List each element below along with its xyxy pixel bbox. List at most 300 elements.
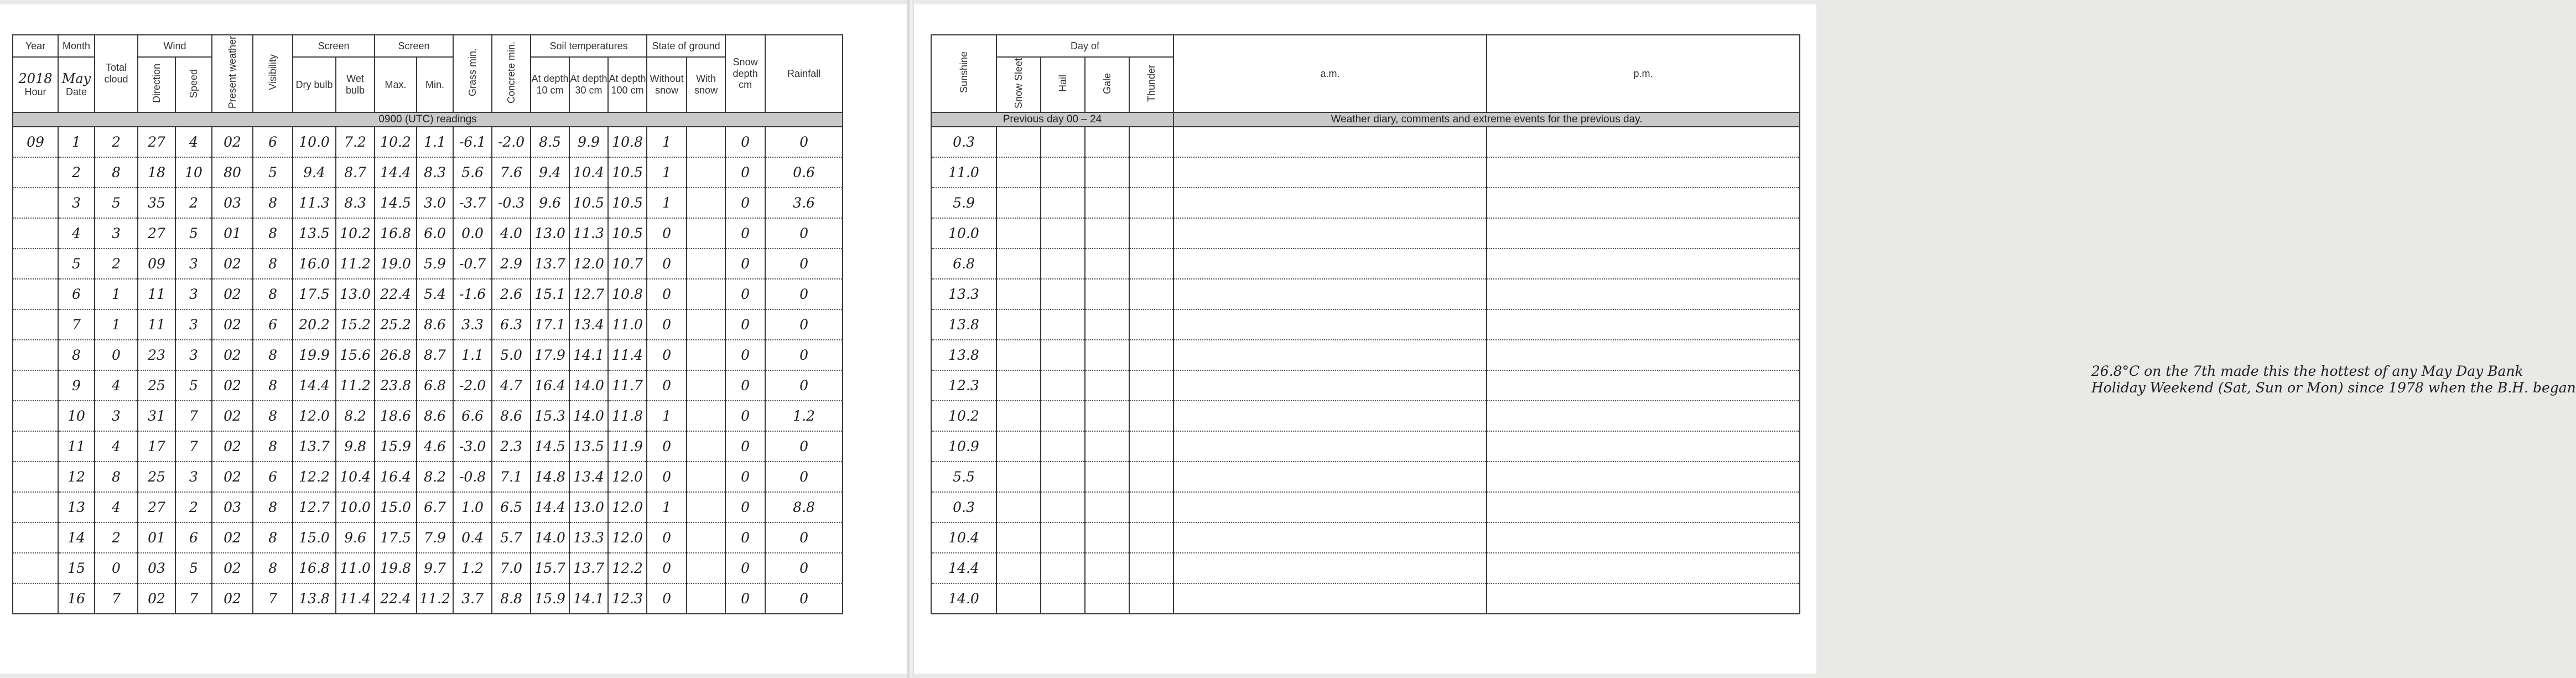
soil-10cm-cell: 9.4 <box>531 157 569 188</box>
soil-10cm-cell: 13.7 <box>531 249 569 279</box>
screen-max-cell: 14.4 <box>375 157 417 188</box>
total-cloud-cell: 2 <box>95 522 138 553</box>
dry-bulb-cell: 19.9 <box>293 340 336 370</box>
grass-min-cell: 1.2 <box>453 553 492 583</box>
visibility-cell: 8 <box>253 431 293 462</box>
thunder-cell <box>1129 279 1173 309</box>
thunder-cell <box>1129 431 1173 462</box>
table-row <box>13 583 843 614</box>
sunshine-cell: 14.4 <box>931 553 996 583</box>
wind-direction-cell: 31 <box>138 401 175 431</box>
snow-depth-cell: 0 <box>725 522 765 553</box>
snow-sleet-cell <box>996 127 1041 157</box>
sunshine-cell: 13.3 <box>931 279 996 309</box>
ground-without-snow-cell: 0 <box>647 583 687 614</box>
hail-label: Hail <box>1057 75 1068 92</box>
left-page <box>0 4 907 674</box>
wind-speed-cell: 6 <box>175 522 212 553</box>
visibility-cell: 6 <box>253 462 293 492</box>
snow-sleet-cell <box>996 370 1041 401</box>
sunshine-cell: 0.3 <box>931 127 996 157</box>
total-cloud-header: Total cloud <box>95 35 138 112</box>
present-weather-header <box>212 35 253 112</box>
wind-speed-cell: 7 <box>175 401 212 431</box>
present-weather-cell: 02 <box>212 279 253 309</box>
table-row <box>931 522 1800 553</box>
table-row <box>13 522 843 553</box>
wet-bulb-cell: 10.0 <box>336 492 375 522</box>
soil-100cm-cell: 10.7 <box>608 249 647 279</box>
ground-with-snow-cell <box>687 522 725 553</box>
dry-bulb-cell: 14.4 <box>293 370 336 401</box>
screen-header-1: Screen <box>293 35 375 57</box>
pm-diary-cell <box>1487 157 1800 188</box>
am-header: a.m. <box>1173 35 1487 112</box>
total-cloud-cell: 8 <box>95 462 138 492</box>
thunder-cell <box>1129 583 1173 614</box>
present-weather-cell: 02 <box>212 340 253 370</box>
gale-label: Gale <box>1101 73 1113 94</box>
soil-100cm-cell: 12.0 <box>608 522 647 553</box>
pm-diary-cell <box>1487 340 1800 370</box>
present-weather-cell: 02 <box>212 431 253 462</box>
snow-sleet-cell <box>996 188 1041 218</box>
wind-speed-cell: 10 <box>175 157 212 188</box>
hail-cell <box>1041 340 1085 370</box>
total-cloud-cell: 5 <box>95 188 138 218</box>
thunder-cell <box>1129 157 1173 188</box>
visibility-header <box>253 35 293 112</box>
hail-cell <box>1041 583 1085 614</box>
total-cloud-cell: 4 <box>95 492 138 522</box>
ground-without-snow-cell: 1 <box>647 157 687 188</box>
sunshine-cell: 5.9 <box>931 188 996 218</box>
wet-bulb-cell: 7.2 <box>336 127 375 157</box>
year-value: 2018 <box>18 70 53 86</box>
ground-without-snow-cell: 1 <box>647 188 687 218</box>
soil-100cm-cell: 10.8 <box>608 127 647 157</box>
ground-without-snow-cell: 0 <box>647 309 687 340</box>
wet-bulb-cell: 15.2 <box>336 309 375 340</box>
ground-with-snow-cell <box>687 309 725 340</box>
table-row <box>13 157 843 188</box>
gale-cell <box>1085 553 1129 583</box>
hail-cell <box>1041 127 1085 157</box>
gale-cell <box>1085 583 1129 614</box>
screen-min-cell: 7.9 <box>417 522 453 553</box>
am-diary-cell <box>1173 431 1487 462</box>
am-diary-cell <box>1173 309 1487 340</box>
screen-max-cell: 15.9 <box>375 431 417 462</box>
concrete-min-label: Concrete min. <box>505 41 517 103</box>
sunshine-cell: 10.0 <box>931 218 996 249</box>
am-diary-cell <box>1173 583 1487 614</box>
date-cell: 1 <box>58 127 95 157</box>
hour-cell <box>13 492 58 522</box>
snow-sleet-cell <box>996 431 1041 462</box>
ground-without-snow-cell: 0 <box>647 462 687 492</box>
table-row <box>13 249 843 279</box>
snow-depth-header: Snow depth cm <box>725 35 765 112</box>
ground-with-snow-cell <box>687 431 725 462</box>
wind-direction-cell: 03 <box>138 553 175 583</box>
am-diary-cell <box>1173 279 1487 309</box>
soil-30cm-cell: 9.9 <box>569 127 608 157</box>
concrete-min-cell: 2.3 <box>492 431 531 462</box>
snow-depth-cell: 0 <box>725 309 765 340</box>
table-row <box>931 462 1800 492</box>
ground-without-snow-cell: 0 <box>647 340 687 370</box>
soil-100cm-header: At depth 100 cm <box>608 57 647 112</box>
date-cell: 15 <box>58 553 95 583</box>
rainfall-cell: 0 <box>765 127 843 157</box>
thunder-cell <box>1129 309 1173 340</box>
date-cell: 8 <box>58 340 95 370</box>
hail-cell <box>1041 249 1085 279</box>
snow-depth-cell: 0 <box>725 188 765 218</box>
hour-cell <box>13 553 58 583</box>
present-weather-cell: 02 <box>212 370 253 401</box>
table-row <box>931 553 1800 583</box>
wind-speed-cell: 5 <box>175 370 212 401</box>
soil-30cm-cell: 13.5 <box>569 431 608 462</box>
screen-min-cell: 8.2 <box>417 462 453 492</box>
hour-cell <box>13 431 58 462</box>
screen-header-2: Screen <box>375 35 453 57</box>
wet-bulb-cell: 11.2 <box>336 249 375 279</box>
wind-speed-cell: 5 <box>175 553 212 583</box>
diary-note: 26.8°C on the 7th made this the hottest of any May Day Bank Holiday Weekend (Sat, Sun or Mon) since 1978 when the B.H. began <box>2091 363 2576 396</box>
am-diary-cell <box>1173 370 1487 401</box>
soil-10cm-cell: 14.4 <box>531 492 569 522</box>
rainfall-cell: 0 <box>765 218 843 249</box>
total-cloud-cell: 1 <box>95 309 138 340</box>
table-row <box>13 218 843 249</box>
snow-depth-cell: 0 <box>725 370 765 401</box>
soil-30cm-cell: 13.7 <box>569 553 608 583</box>
date-cell: 4 <box>58 218 95 249</box>
pm-diary-cell <box>1487 492 1800 522</box>
screen-max-cell: 15.0 <box>375 492 417 522</box>
grass-min-cell: -3.0 <box>453 431 492 462</box>
soil-10cm-cell: 15.9 <box>531 583 569 614</box>
screen-max-cell: 16.8 <box>375 218 417 249</box>
thunder-cell <box>1129 188 1173 218</box>
wind-header: Wind <box>138 35 212 57</box>
diary-table <box>931 34 1800 614</box>
thunder-cell <box>1129 522 1173 553</box>
rainfall-cell: 8.8 <box>765 492 843 522</box>
wind-speed-cell: 4 <box>175 127 212 157</box>
total-cloud-cell: 4 <box>95 370 138 401</box>
snow-sleet-cell <box>996 279 1041 309</box>
ground-with-snow-cell <box>687 157 725 188</box>
wind-direction-cell: 17 <box>138 431 175 462</box>
grass-min-cell: -0.7 <box>453 249 492 279</box>
hail-cell <box>1041 431 1085 462</box>
wet-bulb-cell: 15.6 <box>336 340 375 370</box>
grass-min-label: Grass min. <box>466 48 478 97</box>
speed-label: Speed <box>188 69 199 98</box>
snow-sleet-cell <box>996 249 1041 279</box>
concrete-min-cell: -0.3 <box>492 188 531 218</box>
thunder-cell <box>1129 462 1173 492</box>
grass-min-cell: 1.1 <box>453 340 492 370</box>
total-cloud-cell: 2 <box>95 127 138 157</box>
wind-speed-cell: 7 <box>175 431 212 462</box>
screen-max-cell: 26.8 <box>375 340 417 370</box>
hour-cell <box>13 218 58 249</box>
table-row <box>931 340 1800 370</box>
with-snow-header: With snow <box>687 57 725 112</box>
present-weather-label: Present weather <box>226 36 238 109</box>
hour-cell <box>13 370 58 401</box>
wind-direction-cell: 27 <box>138 127 175 157</box>
concrete-min-cell: 7.0 <box>492 553 531 583</box>
pm-diary-cell <box>1487 218 1800 249</box>
screen-min-cell: 6.7 <box>417 492 453 522</box>
wind-direction-cell: 27 <box>138 492 175 522</box>
snow-sleet-cell <box>996 553 1041 583</box>
table-row <box>13 370 843 401</box>
soil-100cm-cell: 12.0 <box>608 462 647 492</box>
grass-min-cell: 6.6 <box>453 401 492 431</box>
grass-min-cell: -3.7 <box>453 188 492 218</box>
rainfall-cell: 0 <box>765 249 843 279</box>
gale-cell <box>1085 188 1129 218</box>
thunder-cell <box>1129 401 1173 431</box>
hail-cell <box>1041 492 1085 522</box>
wind-speed-cell: 3 <box>175 309 212 340</box>
soil-10cm-cell: 8.5 <box>531 127 569 157</box>
snow-depth-cell: 0 <box>725 340 765 370</box>
pm-diary-cell <box>1487 401 1800 431</box>
screen-min-cell: 1.1 <box>417 127 453 157</box>
sunshine-label: Sunshine <box>958 51 969 94</box>
table-row <box>931 127 1800 157</box>
am-diary-cell <box>1173 157 1487 188</box>
snow-depth-cell: 0 <box>725 279 765 309</box>
soil-10cm-cell: 9.6 <box>531 188 569 218</box>
screen-min-cell: 8.6 <box>417 401 453 431</box>
thunder-label: Thunder <box>1145 65 1157 102</box>
dry-bulb-cell: 17.5 <box>293 279 336 309</box>
snow-sleet-cell <box>996 340 1041 370</box>
thunder-header <box>1129 57 1173 112</box>
dry-bulb-cell: 13.5 <box>293 218 336 249</box>
screen-min-cell: 8.7 <box>417 340 453 370</box>
dry-bulb-cell: 20.2 <box>293 309 336 340</box>
direction-header <box>138 57 175 112</box>
concrete-min-cell: 5.0 <box>492 340 531 370</box>
date-cell: 11 <box>58 431 95 462</box>
pm-diary-cell <box>1487 249 1800 279</box>
total-cloud-cell: 4 <box>95 431 138 462</box>
pm-diary-cell <box>1487 553 1800 583</box>
hour-cell <box>13 583 58 614</box>
pm-diary-cell <box>1487 127 1800 157</box>
total-cloud-cell: 3 <box>95 218 138 249</box>
table-row <box>13 279 843 309</box>
soil-30cm-cell: 13.4 <box>569 462 608 492</box>
sunshine-cell: 11.0 <box>931 157 996 188</box>
soil-10cm-cell: 13.0 <box>531 218 569 249</box>
month-date-cell <box>58 57 95 112</box>
soil-10cm-cell: 17.1 <box>531 309 569 340</box>
total-cloud-cell: 1 <box>95 279 138 309</box>
snow-depth-cell: 0 <box>725 218 765 249</box>
rainfall-cell: 0 <box>765 583 843 614</box>
date-cell: 2 <box>58 157 95 188</box>
pm-diary-cell <box>1487 370 1800 401</box>
pm-diary-cell <box>1487 431 1800 462</box>
screen-min-cell: 5.4 <box>417 279 453 309</box>
present-weather-cell: 03 <box>212 492 253 522</box>
hail-cell <box>1041 401 1085 431</box>
ground-without-snow-cell: 0 <box>647 522 687 553</box>
thunder-cell <box>1129 553 1173 583</box>
snow-sleet-cell <box>996 583 1041 614</box>
table-row <box>13 188 843 218</box>
pm-diary-cell <box>1487 188 1800 218</box>
screen-min-cell: 9.7 <box>417 553 453 583</box>
hour-cell <box>13 462 58 492</box>
total-cloud-cell: 3 <box>95 401 138 431</box>
snow-sleet-cell <box>996 462 1041 492</box>
am-diary-cell <box>1173 401 1487 431</box>
am-diary-cell <box>1173 127 1487 157</box>
ground-with-snow-cell <box>687 127 725 157</box>
gale-cell <box>1085 522 1129 553</box>
sunshine-cell: 13.8 <box>931 340 996 370</box>
screen-max-cell: 14.5 <box>375 188 417 218</box>
soil-10cm-cell: 15.3 <box>531 401 569 431</box>
dry-bulb-cell: 12.0 <box>293 401 336 431</box>
soil-10cm-cell: 15.7 <box>531 553 569 583</box>
hail-cell <box>1041 553 1085 583</box>
present-weather-cell: 02 <box>212 583 253 614</box>
wind-direction-cell: 35 <box>138 188 175 218</box>
sunshine-cell: 10.4 <box>931 522 996 553</box>
pm-diary-cell <box>1487 462 1800 492</box>
rainfall-cell: 0.6 <box>765 157 843 188</box>
visibility-cell: 7 <box>253 583 293 614</box>
month-header: Month <box>58 35 95 57</box>
visibility-cell: 6 <box>253 309 293 340</box>
wind-speed-cell: 3 <box>175 249 212 279</box>
screen-max-cell: 18.6 <box>375 401 417 431</box>
snow-depth-cell: 0 <box>725 127 765 157</box>
soil-100cm-cell: 12.3 <box>608 583 647 614</box>
soil-10cm-header: At depth 10 cm <box>531 57 569 112</box>
date-cell: 9 <box>58 370 95 401</box>
hail-header <box>1041 57 1085 112</box>
date-cell: 5 <box>58 249 95 279</box>
soil-30cm-cell: 12.7 <box>569 279 608 309</box>
soil-30cm-cell: 12.0 <box>569 249 608 279</box>
snow-sleet-cell <box>996 157 1041 188</box>
visibility-cell: 8 <box>253 218 293 249</box>
screen-min-cell: 8.3 <box>417 157 453 188</box>
screen-min-cell: 3.0 <box>417 188 453 218</box>
wind-direction-cell: 11 <box>138 309 175 340</box>
year-header: Year <box>13 35 58 57</box>
dry-bulb-cell: 13.8 <box>293 583 336 614</box>
hour-cell <box>13 340 58 370</box>
sunshine-header <box>931 35 996 112</box>
min-header: Min. <box>417 57 453 112</box>
hail-cell <box>1041 462 1085 492</box>
soil-100cm-cell: 11.4 <box>608 340 647 370</box>
present-weather-cell: 02 <box>212 309 253 340</box>
hour-cell <box>13 279 58 309</box>
rainfall-cell: 0 <box>765 522 843 553</box>
soil-30cm-cell: 10.4 <box>569 157 608 188</box>
screen-min-cell: 6.8 <box>417 370 453 401</box>
table-row <box>13 553 843 583</box>
visibility-cell: 8 <box>253 370 293 401</box>
wind-direction-cell: 02 <box>138 583 175 614</box>
wet-bulb-cell: 11.0 <box>336 553 375 583</box>
visibility-cell: 5 <box>253 157 293 188</box>
gale-cell <box>1085 309 1129 340</box>
thunder-cell <box>1129 492 1173 522</box>
screen-max-cell: 22.4 <box>375 279 417 309</box>
thunder-cell <box>1129 218 1173 249</box>
screen-max-cell: 25.2 <box>375 309 417 340</box>
screen-max-cell: 17.5 <box>375 522 417 553</box>
visibility-cell: 8 <box>253 492 293 522</box>
table-row <box>13 492 843 522</box>
concrete-min-cell: -2.0 <box>492 127 531 157</box>
grass-min-cell: -0.8 <box>453 462 492 492</box>
ground-with-snow-cell <box>687 279 725 309</box>
am-diary-cell <box>1173 188 1487 218</box>
grass-min-cell: 3.3 <box>453 309 492 340</box>
wind-speed-cell: 5 <box>175 218 212 249</box>
wind-speed-cell: 3 <box>175 279 212 309</box>
am-diary-cell <box>1173 492 1487 522</box>
rainfall-header: Rainfall <box>765 35 843 112</box>
soil-100cm-cell: 11.9 <box>608 431 647 462</box>
table-row <box>931 188 1800 218</box>
wind-direction-cell: 18 <box>138 157 175 188</box>
visibility-cell: 8 <box>253 522 293 553</box>
snow-depth-cell: 0 <box>725 553 765 583</box>
sunshine-cell: 13.8 <box>931 309 996 340</box>
ground-without-snow-cell: 0 <box>647 370 687 401</box>
ground-without-snow-cell: 0 <box>647 218 687 249</box>
book-gutter <box>907 0 914 678</box>
concrete-min-cell: 4.7 <box>492 370 531 401</box>
table-row <box>13 401 843 431</box>
ground-without-snow-cell: 0 <box>647 249 687 279</box>
table-row <box>931 309 1800 340</box>
soil-100cm-cell: 10.5 <box>608 157 647 188</box>
wind-direction-cell: 09 <box>138 249 175 279</box>
snow-depth-cell: 0 <box>725 492 765 522</box>
rainfall-cell: 0 <box>765 370 843 401</box>
concrete-min-cell: 5.7 <box>492 522 531 553</box>
table-row <box>13 431 843 462</box>
ground-with-snow-cell <box>687 188 725 218</box>
pm-diary-cell <box>1487 522 1800 553</box>
visibility-cell: 8 <box>253 188 293 218</box>
hail-cell <box>1041 279 1085 309</box>
concrete-min-cell: 2.6 <box>492 279 531 309</box>
screen-max-cell: 10.2 <box>375 127 417 157</box>
date-cell: 6 <box>58 279 95 309</box>
